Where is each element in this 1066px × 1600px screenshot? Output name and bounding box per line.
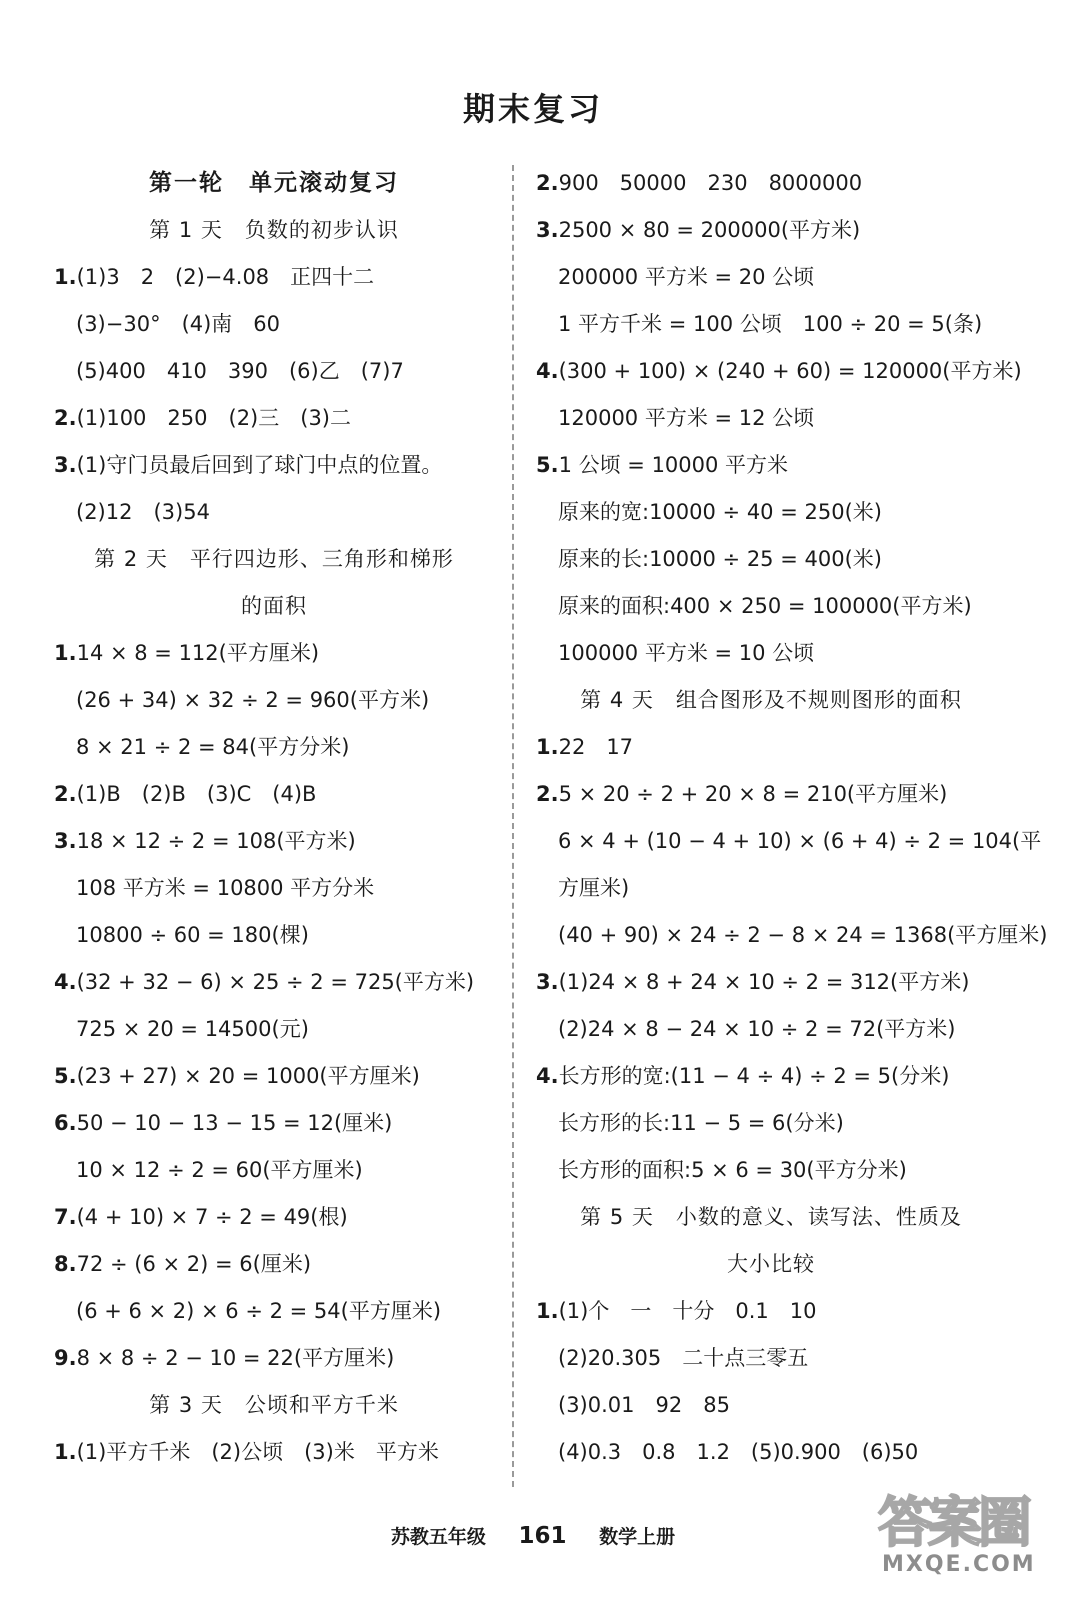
line-text: (3)0.01 92 85 (558, 1393, 730, 1417)
answer-item (54, 1335, 494, 1382)
line-text: (4)0.3 0.8 1.2 (5)0.900 (6)50 (558, 1440, 919, 1464)
line-text: (5)400 410 390 (6)乙 (7)7 (76, 359, 404, 383)
line-text: 10 × 12 ÷ 2 = 60(平方厘米) (76, 1158, 363, 1182)
line-text: 8 × 8 ÷ 2 − 10 = 22(平方厘米) (76, 1346, 395, 1370)
line-text: 第 3 天 公顷和平方千米 (149, 1393, 399, 1417)
question-number: 5. (536, 453, 559, 477)
answer-line (536, 1429, 1006, 1476)
section-heading (54, 160, 494, 207)
day-heading (536, 677, 1006, 724)
answer-item (54, 1241, 494, 1288)
question-number: 5. (54, 1064, 77, 1088)
answer-item (536, 1053, 1006, 1100)
footer-subject-label: 数学上册 (599, 1526, 676, 1548)
question-number: 4. (536, 359, 559, 383)
line-text: (1)24 × 8 + 24 × 10 ÷ 2 = 312(平方米) (558, 970, 970, 994)
right-column (536, 160, 1048, 1476)
day-heading (54, 207, 494, 254)
line-text: 900 50000 230 8000000 (558, 171, 863, 195)
line-text: 1 公顷 = 10000 平方米 (558, 453, 789, 477)
answer-line (536, 489, 1006, 536)
answer-item (54, 254, 494, 301)
page-title: 期末复习 (462, 90, 603, 128)
line-text: 原来的宽:10000 ÷ 40 = 250(米) (558, 500, 882, 524)
left-column (54, 160, 494, 1476)
line-text: 725 × 20 = 14500(元) (76, 1017, 309, 1041)
answer-item (54, 1194, 494, 1241)
question-number: 3. (54, 453, 77, 477)
line-text: 1 平方千米 = 100 公顷 100 ÷ 20 = 5(条) (558, 312, 983, 336)
line-text: (4 + 10) × 7 ÷ 2 = 49(根) (76, 1205, 348, 1229)
question-number: 1. (54, 265, 77, 289)
line-text: (1)3 2 (2)−4.08 正四十二 (76, 265, 375, 289)
answer-line (54, 1006, 494, 1053)
question-number: 2. (54, 406, 77, 430)
answer-line (536, 1382, 1006, 1429)
footer-grade-label: 苏教五年级 (390, 1526, 486, 1548)
day-heading (54, 536, 494, 583)
watermark-url: MXQE.COM (882, 1552, 1036, 1577)
question-number: 1. (536, 735, 559, 759)
line-text: 120000 平方米 = 12 公顷 (558, 406, 815, 430)
question-number: 1. (54, 641, 77, 665)
answer-line (54, 1147, 494, 1194)
line-text: 72 ÷ (6 × 2) = 6(厘米) (76, 1252, 312, 1276)
answer-item (54, 1100, 494, 1147)
question-number: 4. (536, 1064, 559, 1088)
answer-item (54, 1053, 494, 1100)
answer-line (536, 583, 1006, 630)
question-number: 3. (536, 218, 559, 242)
day-heading (536, 1194, 1006, 1241)
line-text: 100000 平方米 = 10 公顷 (558, 641, 815, 665)
line-text: 第 5 天 小数的意义、读写法、性质及 (580, 1205, 962, 1229)
line-text: 大小比较 (727, 1252, 815, 1276)
answer-item (536, 1288, 1006, 1335)
answer-item (54, 442, 494, 489)
question-number: 2. (536, 171, 559, 195)
line-text: (1)平方千米 (2)公顷 (3)米 平方米 (76, 1440, 439, 1464)
line-text: 第 2 天 平行四边形、三角形和梯形 (94, 547, 454, 571)
line-text: (1)100 250 (2)三 (3)二 (76, 406, 351, 430)
line-text: 22 17 (558, 735, 634, 759)
column-divider (512, 165, 514, 1487)
answer-line (536, 1100, 1006, 1147)
line-text: (2)12 (3)54 (76, 500, 210, 524)
line-text: 第一轮 单元滚动复习 (149, 170, 399, 196)
line-text: 原来的面积:400 × 250 = 100000(平方米) (558, 594, 972, 618)
answer-line (54, 865, 494, 912)
question-number: 2. (54, 782, 77, 806)
line-text: 6 × 4 + (10 − 4 + 10) × (6 + 4) ÷ 2 = 104(平 (558, 829, 1042, 853)
answer-item (54, 959, 494, 1006)
line-text: 10800 ÷ 60 = 180(棵) (76, 923, 309, 947)
question-number: 4. (54, 970, 77, 994)
answer-line (536, 1006, 1006, 1053)
answer-line (54, 348, 494, 395)
line-text: 200000 平方米 = 20 公顷 (558, 265, 815, 289)
answer-line (536, 630, 1006, 677)
answer-item (54, 395, 494, 442)
answer-line (54, 677, 494, 724)
line-text: 2500 × 80 = 200000(平方米) (558, 218, 861, 242)
question-number: 3. (54, 829, 77, 853)
line-text: (2)20.305 二十点三零五 (558, 1346, 809, 1370)
line-text: 长方形的宽:(11 − 4 ÷ 4) ÷ 2 = 5(分米) (558, 1064, 950, 1088)
line-text: 第 4 天 组合图形及不规则图形的面积 (580, 688, 962, 712)
answer-line (54, 912, 494, 959)
question-number: 3. (536, 970, 559, 994)
answer-line (536, 818, 1042, 865)
line-text: (23 + 27) × 20 = 1000(平方厘米) (76, 1064, 420, 1088)
question-number: 1. (536, 1299, 559, 1323)
answer-line (536, 1335, 1006, 1382)
day-heading (54, 583, 494, 630)
line-text: 108 平方米 = 10800 平方分米 (76, 876, 375, 900)
answer-item (536, 160, 1006, 207)
watermark-chars: 答案圈 (878, 1491, 1028, 1554)
answer-item (54, 818, 494, 865)
line-text: 8 × 21 ÷ 2 = 84(平方分米) (76, 735, 350, 759)
line-text: 18 × 12 ÷ 2 = 108(平方米) (76, 829, 356, 853)
answer-line (536, 912, 1048, 959)
answer-line (54, 1288, 494, 1335)
answer-line (54, 301, 494, 348)
line-text: (1)个 一 十分 0.1 10 (558, 1299, 817, 1323)
question-number: 6. (54, 1111, 77, 1135)
answer-line (54, 724, 494, 771)
line-text: 5 × 20 ÷ 2 + 20 × 8 = 210(平方厘米) (558, 782, 948, 806)
answer-item (536, 771, 1006, 818)
line-text: (1)守门员最后回到了球门中点的位置。 (76, 453, 443, 477)
question-number: 1. (54, 1440, 77, 1464)
line-text: (3)−30° (4)南 60 (76, 312, 281, 336)
answer-line (54, 489, 494, 536)
line-text: (40 + 90) × 24 ÷ 2 − 8 × 24 = 1368(平方厘米) (558, 923, 1048, 947)
answer-line (536, 536, 1006, 583)
question-number: 7. (54, 1205, 77, 1229)
question-number: 2. (536, 782, 559, 806)
line-text: 第 1 天 负数的初步认识 (149, 218, 399, 242)
answer-item (54, 630, 494, 677)
line-text: 50 − 10 − 13 − 15 = 12(厘米) (76, 1111, 393, 1135)
line-text: (2)24 × 8 − 24 × 10 ÷ 2 = 72(平方米) (558, 1017, 956, 1041)
answer-item (536, 207, 1006, 254)
answer-item (536, 959, 1006, 1006)
line-text: (1)B (2)B (3)C (4)B (76, 782, 317, 806)
answer-item (54, 1429, 494, 1476)
line-text: 14 × 8 = 112(平方厘米) (76, 641, 320, 665)
line-text: (32 + 32 − 6) × 25 ÷ 2 = 725(平方米) (76, 970, 475, 994)
answer-item (536, 348, 1022, 395)
line-text: 长方形的面积:5 × 6 = 30(平方分米) (558, 1158, 907, 1182)
answer-line (536, 395, 1006, 442)
answer-line (536, 1147, 1006, 1194)
day-heading (54, 1382, 494, 1429)
question-number: 9. (54, 1346, 77, 1370)
answer-item (536, 442, 1006, 489)
answer-item (54, 771, 494, 818)
line-text: 的面积 (241, 594, 307, 618)
answer-line (536, 254, 1006, 301)
day-heading (536, 1241, 1006, 1288)
question-number: 8. (54, 1252, 77, 1276)
answer-line (536, 301, 1006, 348)
line-text: (26 + 34) × 32 ÷ 2 = 960(平方米) (76, 688, 430, 712)
line-text: (6 + 6 × 2) × 6 ÷ 2 = 54(平方厘米) (76, 1299, 442, 1323)
line-text: 原来的长:10000 ÷ 25 = 400(米) (558, 547, 882, 571)
line-text: (300 + 100) × (240 + 60) = 120000(平方米) (558, 359, 1022, 383)
answer-item (536, 724, 1006, 771)
answer-line (536, 865, 1006, 912)
page-number: 161 (518, 1523, 567, 1549)
line-text: 长方形的长:11 − 5 = 6(分米) (558, 1111, 844, 1135)
line-text: 方厘米) (558, 876, 630, 900)
watermark-logo (870, 1470, 1060, 1590)
